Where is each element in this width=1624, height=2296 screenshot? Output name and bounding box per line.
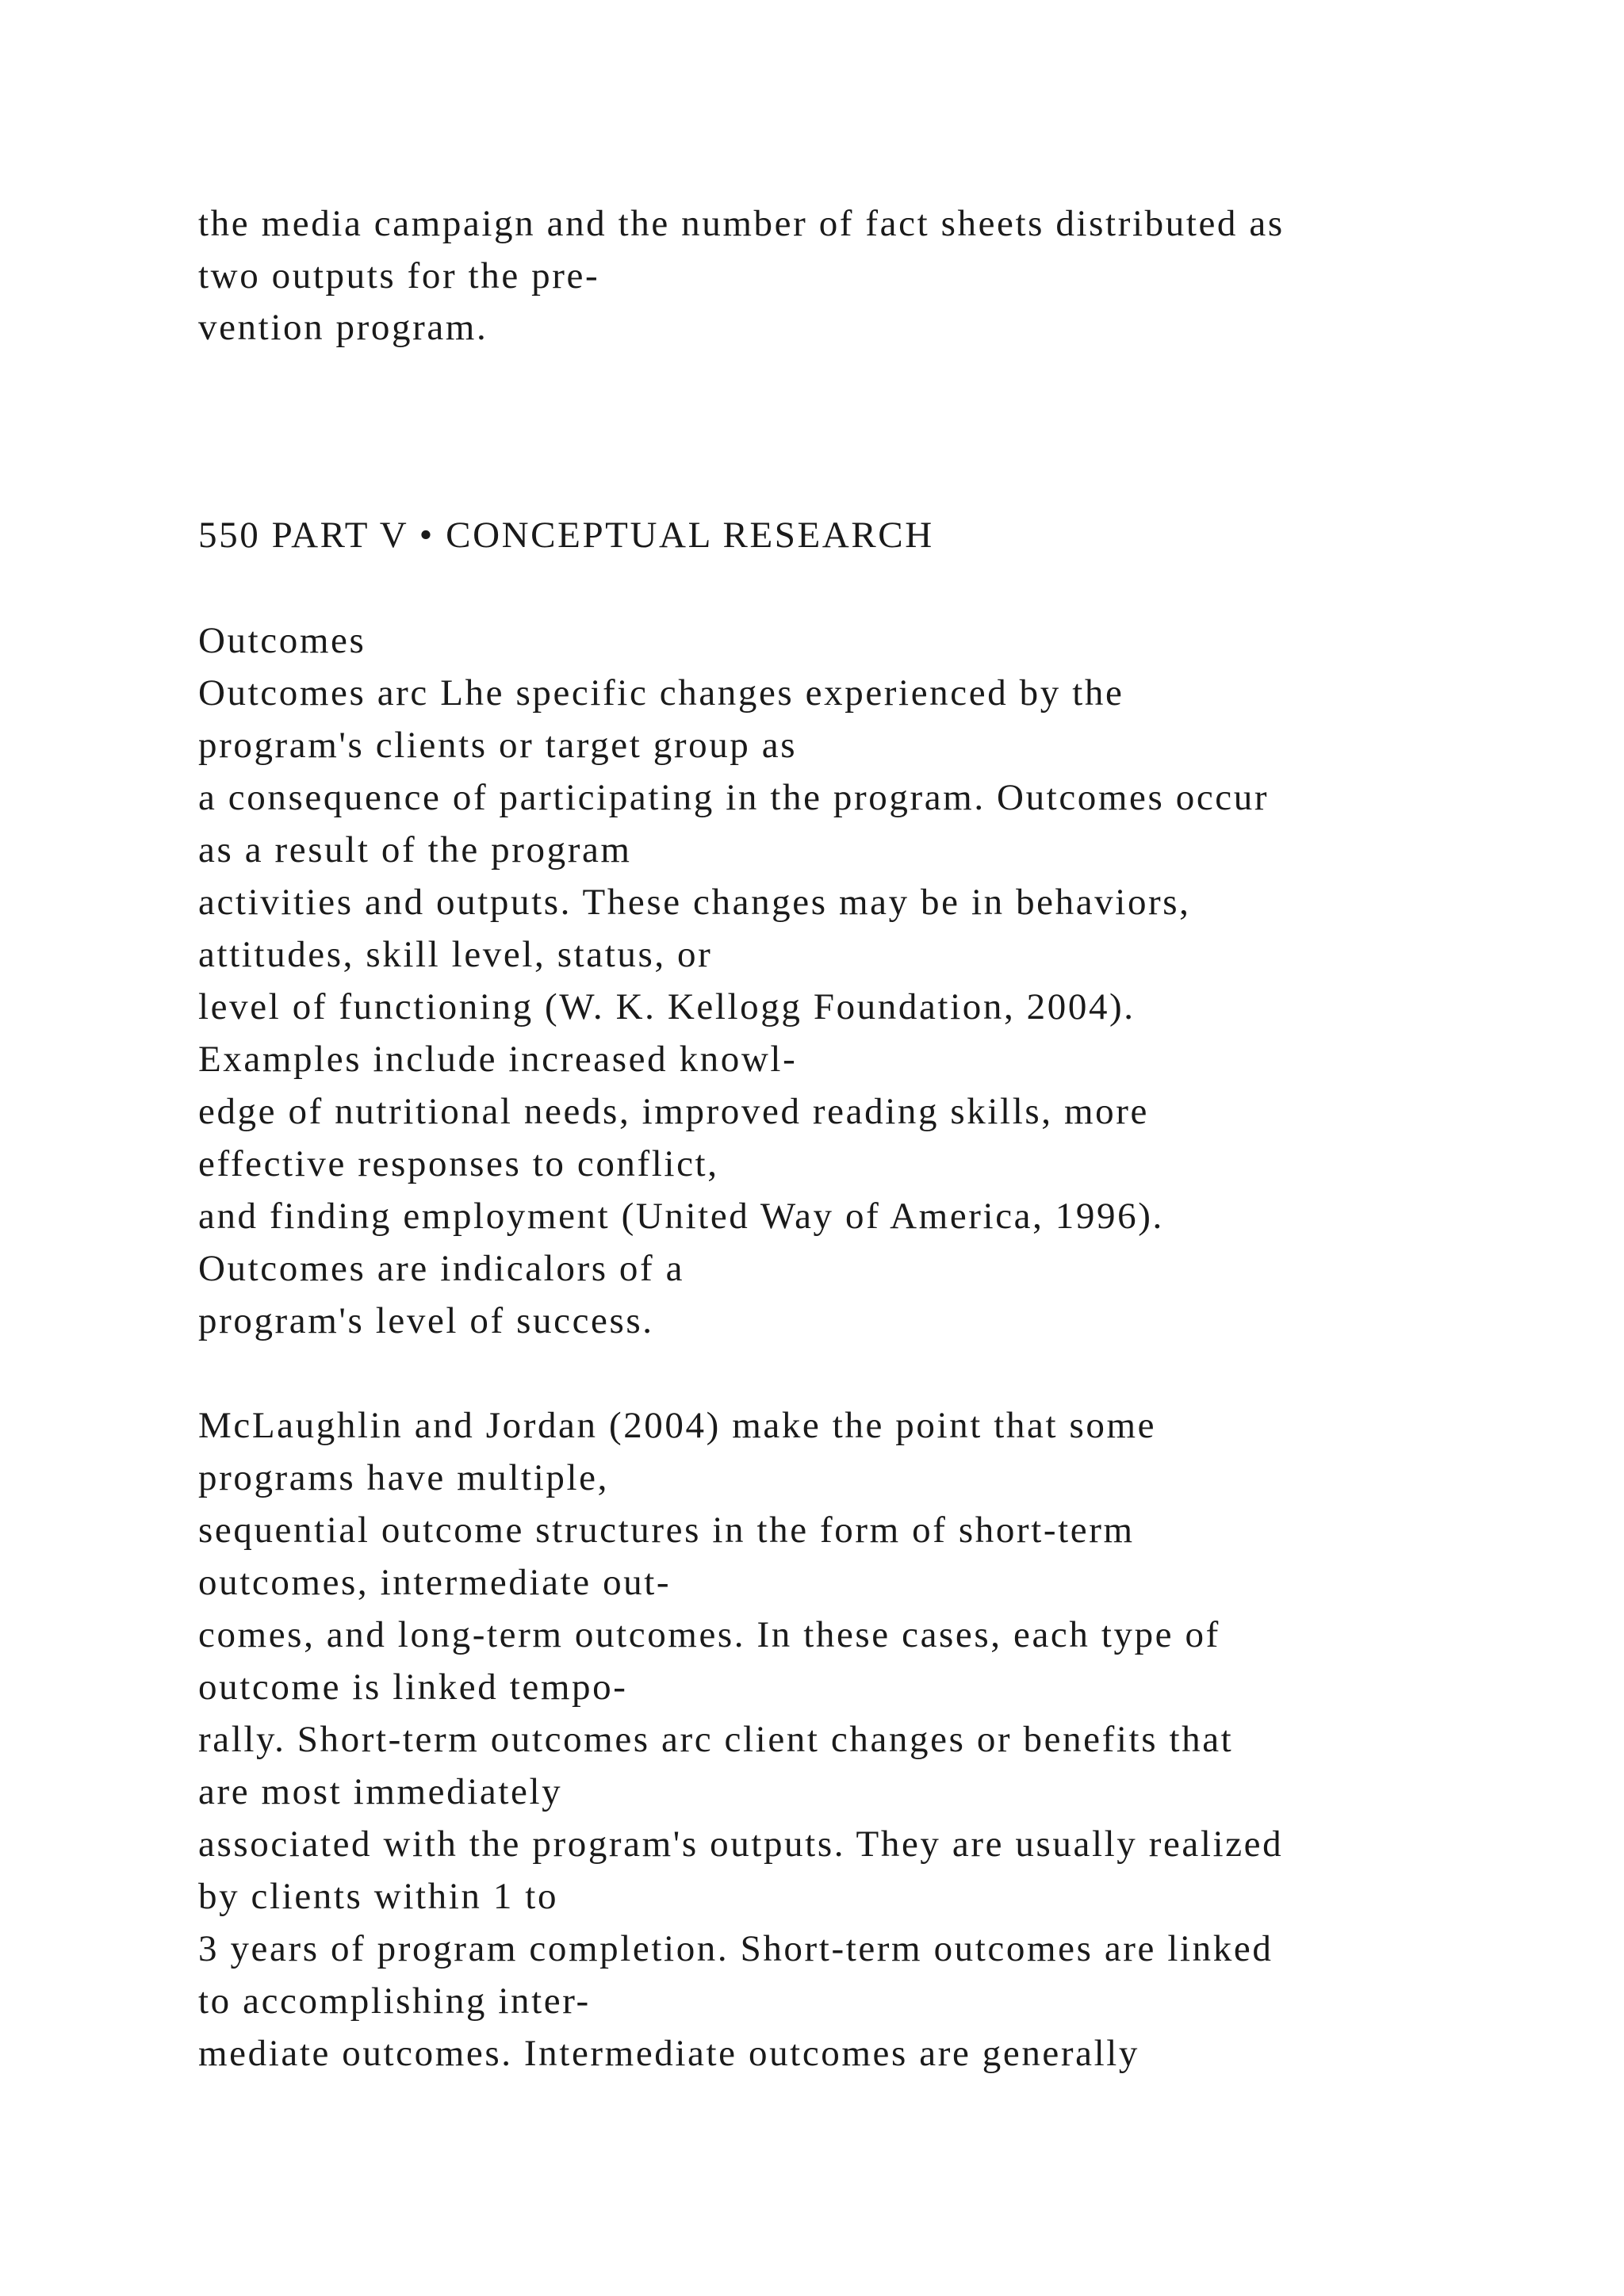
paragraph-2-line: comes, and long-term outcomes. In these cases, each type of	[198, 1614, 1220, 1655]
paragraph-1-line: edge of nutritional needs, improved reading skills, more	[198, 1091, 1149, 1132]
paragraph-2-line: outcome is linked tempo-	[198, 1667, 628, 1708]
paragraph-1-line: activities and outputs. These changes may be in behaviors,	[198, 882, 1191, 923]
paragraph-1-line: Examples include increased knowl-	[198, 1039, 798, 1080]
paragraph-1-line: effective responses to conflict,	[198, 1143, 719, 1184]
paragraph-2-line: 3 years of program completion. Short-term outcomes are linked	[198, 1928, 1274, 1969]
paragraph-2-line: mediate outcomes. Intermediate outcomes are generally	[198, 2033, 1140, 2074]
paragraph-2-line: McLaughlin and Jordan (2004) make the point that some	[198, 1405, 1157, 1446]
paragraph-2-line: programs have multiple,	[198, 1457, 609, 1498]
section-heading-outcomes: Outcomes	[198, 620, 366, 661]
paragraph-1-line: Outcomes are indicalors of a	[198, 1248, 685, 1289]
paragraph-2-line: outcomes, intermediate out-	[198, 1562, 672, 1603]
paragraph-1-line: a consequence of participating in the program. Outcomes occur	[198, 777, 1270, 818]
paragraph-1-line: program's clients or target group as	[198, 725, 798, 766]
paragraph-2-line: sequential outcome structures in the form of short-term	[198, 1510, 1135, 1551]
intro-line: the media campaign and the number of fact sheets distributed as	[198, 203, 1285, 244]
paragraph-2-line: to accomplishing inter-	[198, 1980, 591, 2022]
paragraph-1-line: Outcomes arc Lhe specific changes experienced by the	[198, 672, 1124, 714]
intro-line: two outputs for the pre-	[198, 255, 600, 297]
paragraph-1-line: and finding employment (United Way of America, 1996).	[198, 1196, 1164, 1237]
paragraph-1-line: attitudes, skill level, status, or	[198, 934, 713, 975]
paragraph-1-line: program's level of success.	[198, 1300, 654, 1341]
intro-line: vention program.	[198, 307, 488, 348]
paragraph-2-line: are most immediately	[198, 1771, 563, 1812]
paragraph-1-line: as a result of the program	[198, 829, 632, 871]
paragraph-2-line: rally. Short-term outcomes arc client changes or benefits that	[198, 1719, 1234, 1760]
paragraph-1-line: level of functioning (W. K. Kellogg Foundation, 2004).	[198, 986, 1136, 1027]
paragraph-2-line: by clients within 1 to	[198, 1876, 559, 1917]
paragraph-2-line: associated with the program's outputs. They are usually realized	[198, 1823, 1284, 1865]
running-header: 550 PART V • CONCEPTUAL RESEARCH	[198, 515, 934, 556]
